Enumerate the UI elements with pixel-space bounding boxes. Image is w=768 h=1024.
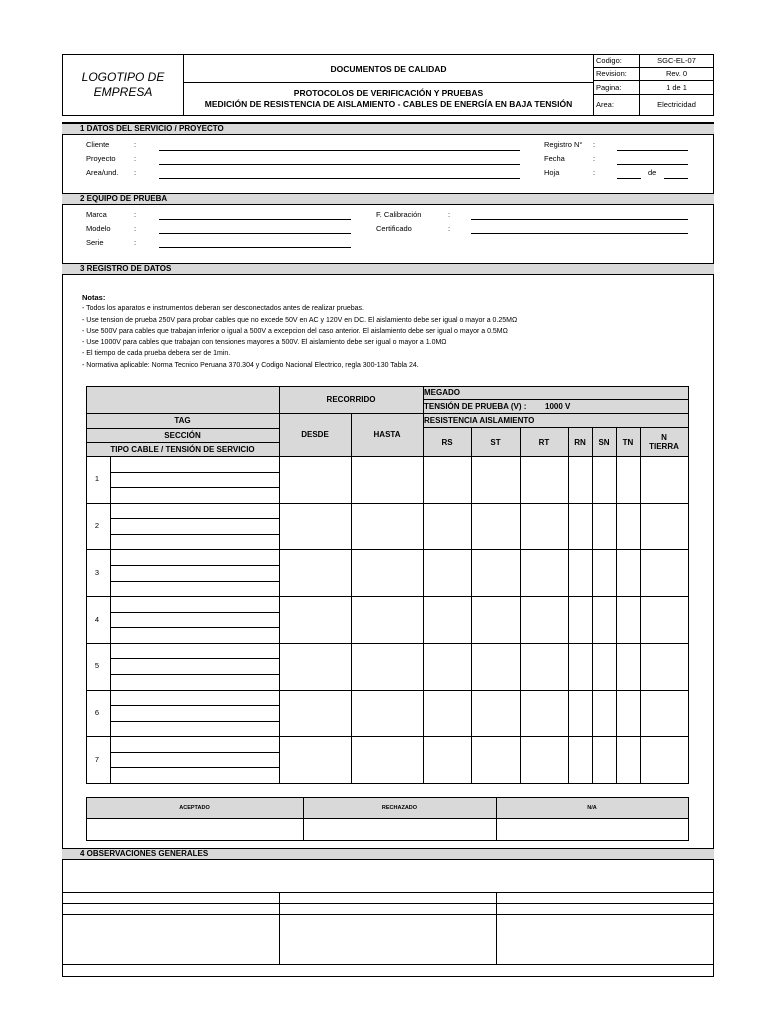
header-resistencia: RESISTENCIA AISLAMIENTO: [424, 416, 535, 425]
colon: :: [448, 210, 451, 219]
observaciones-field[interactable]: [63, 862, 713, 892]
section-4-header: 4 OBSERVACIONES GENERALES: [62, 848, 714, 860]
table-rule: [86, 549, 688, 550]
table-rule: [110, 534, 279, 535]
result-na-label: N/A: [587, 804, 597, 811]
row-number: 4: [94, 615, 100, 624]
colon: :: [134, 210, 137, 219]
meta-row-revision: [594, 68, 714, 82]
meta-key: Area:: [594, 95, 640, 115]
table-rule: [110, 581, 279, 582]
note-line: - Use 500V para cables que trabajan inferior o igual a 500V a excepcion del caso anterior. El aislamiento debe ser igual o mayor a 0.5MΩ: [82, 327, 508, 335]
header-hasta: HASTA: [373, 430, 401, 439]
table-rule: [110, 456, 111, 783]
company-logo-placeholder: [62, 54, 184, 116]
table-rule: [640, 427, 641, 783]
colon: :: [448, 224, 451, 233]
colon: :: [593, 168, 596, 177]
label-certificado: Certificado: [376, 224, 412, 233]
table-rule: [110, 627, 279, 628]
table-rule: [62, 892, 714, 893]
meta-value: SGC-EL-07: [657, 56, 696, 66]
table-rule: [62, 903, 714, 904]
note-line: - Todos los aparatos e instrumentos deberan ser desconectados antes de realizar pruebas.: [82, 305, 364, 313]
header-col-rn: RN: [574, 437, 586, 447]
table-rule: [110, 565, 279, 566]
label-area: Area/und.: [86, 168, 119, 177]
table-rule: [110, 705, 279, 706]
table-rule: [86, 690, 688, 691]
table-rule: [110, 767, 279, 768]
table-rule: [86, 643, 688, 644]
colon: :: [134, 154, 137, 163]
notes-block: [82, 292, 517, 371]
result-rechazado-cell[interactable]: [303, 818, 496, 840]
table-rule: [688, 386, 689, 783]
row-number: 7: [94, 755, 100, 764]
section-1-header: 1 DATOS DEL SERVICIO / PROYECTO: [62, 123, 714, 135]
tierra-line-1: N: [661, 433, 667, 442]
row-number: 3: [94, 568, 100, 577]
header-tipo: TIPO CABLE / TENSIÓN DE SERVICIO: [110, 444, 255, 454]
table-rule: [62, 914, 714, 915]
label-hoja: Hoja: [544, 168, 560, 177]
table-rule: [351, 413, 352, 783]
table-rule: [520, 427, 521, 783]
meta-key: Codigo:: [594, 55, 640, 67]
meta-value: Rev. 0: [665, 69, 688, 79]
header-tag: TAG: [174, 416, 191, 425]
label-proyecto: Proyecto: [86, 154, 116, 163]
table-rule: [496, 892, 497, 964]
table-rule: [110, 721, 279, 722]
table-rule: [279, 892, 280, 964]
header-seccion: SECCIÓN: [164, 430, 201, 440]
label-marca: Marca: [86, 210, 107, 219]
colon: :: [134, 168, 137, 177]
notes-title: Notas:: [82, 293, 106, 302]
table-rule: [110, 612, 279, 613]
table-rule: [110, 752, 279, 753]
table-rule: [592, 427, 593, 783]
label-fecha: Fecha: [544, 154, 565, 163]
table-rule: [110, 472, 279, 473]
header-col-tn: TN: [622, 437, 634, 447]
table-rule: [86, 736, 688, 737]
table-rule: [688, 797, 689, 840]
colon: :: [134, 238, 137, 247]
table-rule: [616, 427, 617, 783]
label-registro: Registro N°: [544, 140, 583, 149]
header-col-rt: RT: [538, 437, 550, 447]
area-field[interactable]: [159, 178, 520, 179]
header-recorrido: RECORRIDO: [326, 395, 376, 404]
meta-value: 1 de 1: [666, 82, 687, 92]
table-rule: [471, 427, 472, 783]
logo-text: LOGOTIPO DE EMPRESA: [81, 70, 165, 99]
header-desde: DESDE: [301, 430, 329, 439]
registro-field[interactable]: [617, 150, 688, 151]
table-rule: [568, 427, 569, 783]
colon: :: [134, 224, 137, 233]
certificado-field[interactable]: [471, 233, 688, 234]
header-tension-value: 1000 V: [545, 402, 571, 411]
row-number: 2: [94, 521, 100, 530]
table-rule: [86, 503, 688, 504]
header-col-sn: SN: [598, 437, 610, 447]
marca-field[interactable]: [159, 219, 351, 220]
header-col-st: ST: [490, 437, 501, 447]
cliente-field[interactable]: [159, 150, 520, 151]
note-line: - Use 1000V para cables que trabajan con tensiones mayores a 500V. El aislamiento debe ser igual o mayor a 1.0MΩ: [82, 339, 447, 347]
label-serie: Serie: [86, 238, 104, 247]
document-title: [184, 54, 594, 83]
fecha-field[interactable]: [617, 164, 688, 165]
row-number: 5: [94, 661, 100, 670]
colon: :: [593, 154, 596, 163]
table-rule: [110, 487, 279, 488]
colon: :: [134, 140, 137, 149]
label-cliente: Cliente: [86, 140, 110, 149]
table-rule: [86, 840, 689, 841]
table-rule: [110, 658, 279, 659]
note-line: - Normativa aplicable: Norma Tecnico Peruana 370.304 y Codigo Nacional Electrico, regla 300-130 Tabla 24.: [82, 361, 419, 369]
header-col-tierra: [640, 428, 688, 456]
table-rule: [86, 596, 688, 597]
tierra-line-2: TIERRA: [649, 442, 679, 451]
row-number: 1: [94, 474, 100, 483]
table-rule: [86, 456, 688, 457]
result-rechazado-label: RECHAZADO: [381, 804, 418, 811]
meta-key: Revision:: [594, 68, 640, 81]
table-rule: [86, 783, 689, 784]
meta-row-pagina: [594, 81, 714, 95]
calibracion-field[interactable]: [471, 219, 688, 220]
note-line: - Use tension de prueba 250V para probar cables que no excede 50V en AC y 120V en DC. El aislamiento debe ser igual o mayor a 0.25MΩ: [82, 316, 518, 324]
row-number: 6: [94, 708, 100, 717]
result-na-cell[interactable]: [496, 818, 688, 840]
document-title-text: DOCUMENTOS DE CALIDAD: [330, 63, 447, 74]
header-col-rs: RS: [441, 437, 453, 447]
label-calibracion: F. Calibración: [376, 210, 422, 219]
result-aceptado-label: ACEPTADO: [179, 804, 210, 811]
table-rule: [62, 964, 714, 965]
header-tension-label: TENSIÓN DE PRUEBA (V) :: [424, 402, 527, 411]
label-de: de: [648, 168, 657, 177]
hoja-total-field[interactable]: [664, 178, 688, 179]
meta-row-codigo: [594, 54, 714, 68]
table-rule: [110, 674, 279, 675]
colon: :: [593, 140, 596, 149]
proyecto-field[interactable]: [159, 164, 520, 165]
meta-key: Pagina:: [594, 81, 640, 94]
section-2-header: 2 EQUIPO DE PRUEBA: [62, 193, 714, 205]
subtitle-line-1: PROTOCOLOS DE VERIFICACIÓN Y PRUEBAS: [293, 88, 484, 98]
hoja-field[interactable]: [617, 178, 641, 179]
subtitle-line-2: MEDICIÓN DE RESISTENCIA DE AISLAMIENTO - CABLES DE ENERGÍA EN BAJA TENSIÓN: [204, 99, 573, 109]
table-rule: [110, 518, 279, 519]
section-3-header: 3 REGISTRO DE DATOS: [62, 263, 714, 275]
meta-value: Electricidad: [657, 100, 696, 109]
note-line: - El tiempo de cada prueba debera ser de 1min.: [82, 350, 231, 358]
meta-row-area: [594, 95, 714, 116]
document-subtitle: [184, 83, 594, 116]
result-aceptado-cell[interactable]: [86, 818, 303, 840]
serie-field[interactable]: [159, 247, 351, 248]
label-modelo: Modelo: [86, 224, 111, 233]
header-megado: MEGADO: [424, 388, 460, 397]
modelo-field[interactable]: [159, 233, 351, 234]
document-meta-table: [594, 54, 714, 116]
